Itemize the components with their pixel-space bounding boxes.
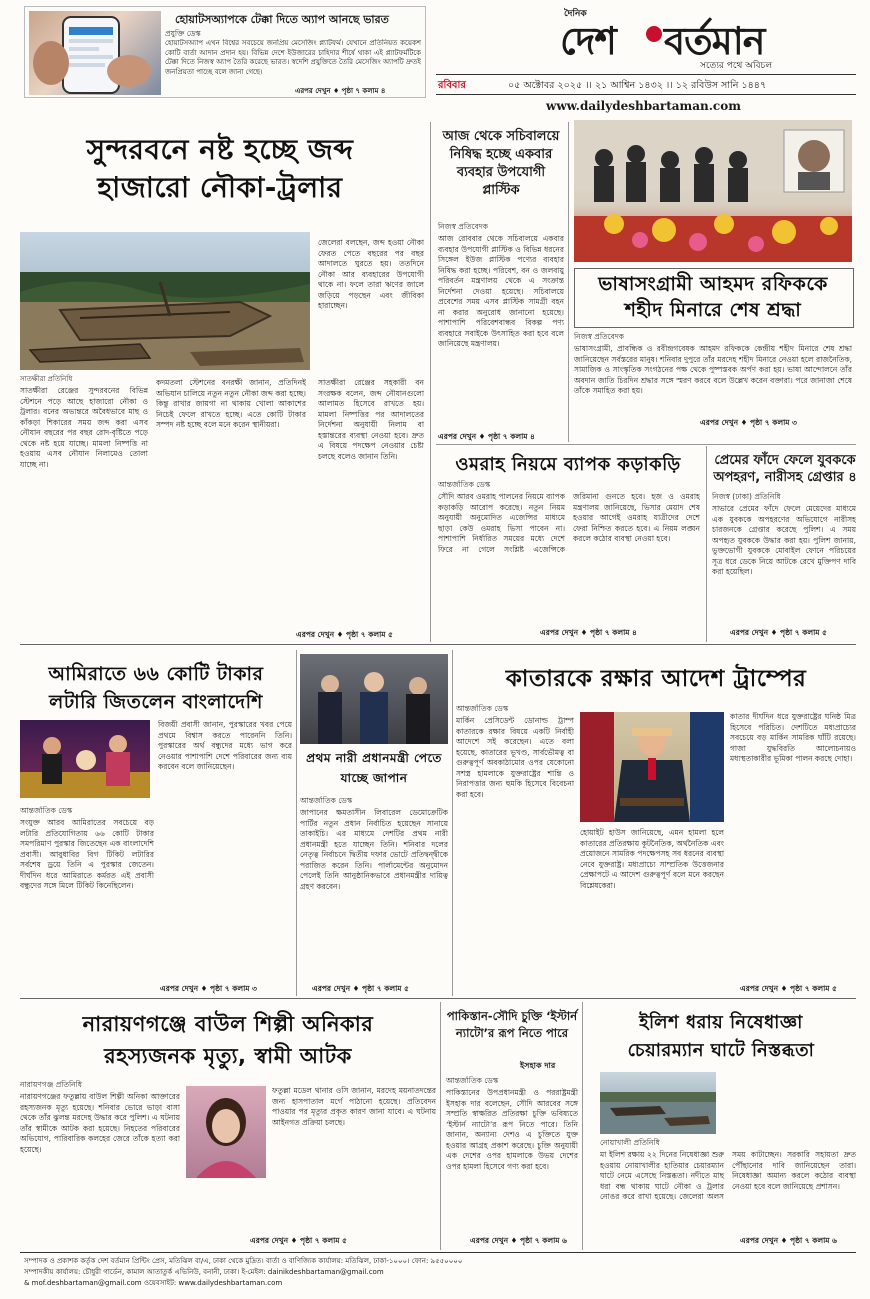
love-trap-headline[interactable]: প্রেমের ফাঁদে ফেলে যুবককে অপহরণ, নারীসহ গ্রেপ্তার ৪ [713,453,857,485]
plastic-headline[interactable]: আজ থেকে সচিবালয়ে নিষিদ্ধ হচ্ছে একবার ব্যবহার উপযোগী প্লাস্টিক [442,129,560,198]
masthead-name-left: দেশ [560,19,616,63]
hilsa-desk: নোয়াখালী প্রতিনিধি [600,1138,660,1147]
umrah-desk: আন্তর্জাতিক ডেস্ক [438,480,491,489]
pak-saudi-desk: আন্তর্জাতিক ডেস্ক [446,1076,499,1085]
love-trap-desk: নিজস্ব (ঢাকা) প্রতিনিধি [712,492,781,501]
sundarban-headline-2[interactable]: হাজারো নৌকা-ট্রলার [97,171,343,204]
japan-continue[interactable]: এরপর দেখুন ♦ পৃষ্ঠা ৭ কলাম ৫ [312,984,409,993]
shahid-minar-desk: নিজস্ব প্রতিবেদক [574,332,625,341]
sundarban-headline-1[interactable]: সুন্দরবনে নষ্ট হচ্ছে জব্দ [86,133,354,166]
love-trap-continue[interactable]: এরপর দেখুন ♦ পৃষ্ঠা ৭ কলাম ৫ [730,628,827,637]
hilsa-photo [600,1072,716,1134]
japan-headline[interactable]: প্রথম নারী প্রধানমন্ত্রী পেতে যাচ্ছে জাপান [306,751,442,785]
sundarban-body-3: জেলেরা বলছেন, জব্দ হওয়া নৌকা ফেরত পেতে বছরের পর বছর আদালতে ঘুরতে হয়। ততদিনে নৌকা আর ব্যবহারের উপযোগী থাকে না। ফলে তারা ঋণের জালে জড়িয়ে পড়ছেন এবং জীবিকা হারাচ্ছেন। [318,238,424,310]
plastic-continue[interactable]: এরপর দেখুন ♦ পৃষ্ঠা ৭ কলাম ৪ [438,432,535,441]
baul-headline-2[interactable]: রহস্যজনক মৃত্যু, স্বামী আটক [104,1044,352,1068]
sundarban-photo [20,232,310,370]
qatar-continue[interactable]: এরপর দেখুন ♦ পৃষ্ঠা ৭ কলাম ৫ [740,984,837,993]
pak-saudi-author: ইসহাক দার [520,1061,556,1070]
shahid-minar-photo [574,120,852,262]
hilsa-headline-1[interactable]: ইলিশ ধরায় নিষেধাজ্ঞা [639,1012,803,1033]
masthead [560,4,790,70]
sundarban-continue[interactable]: এরপর দেখুন ♦ পৃষ্ঠা ৭ কলাম ৫ [296,630,393,639]
masthead-motto: সত্যের পথে অবিচল [700,61,773,71]
qatar-headline[interactable]: কাতারকে রক্ষার আদেশ ট্রাম্পের [505,666,807,692]
plastic-desk: নিজস্ব প্রতিবেদক [438,222,489,231]
teaser-box [24,6,426,98]
teaser-desk: প্রযুক্তি ডেস্ক [165,29,201,38]
lottery-desk: আন্তর্জাতিক ডেস্ক [20,806,73,815]
masthead-name-right: বর্তমান [664,19,765,63]
love-trap-body: সাভারে প্রেমের ফাঁদে ফেলে মেয়েদের মাধ্যমে এক যুবককে অপহরণের অভিযোগে নারীসহ চারজনকে গ্রেপ্তার করেছে পুলিশ। এ সময় অপহৃত যুবককে উদ্ধার করা হয়। পুলিশ জানায়, ভুক্তভোগী যুবককে মোবাইল ফোনে পরিচয়ের সূত্র ধরে ডেকে নিয়ে আটকে রেখে মুক্তিপণ দাবি করা হয়েছিল। [712,504,856,576]
teaser-body: হোয়াটসঅ্যাপ এখন বিশ্বের সবচেয়ে জনপ্রিয় মেসেজিং প্ল্যাটফর্ম। যেখানে প্রতিনিয়ত কয়েকশ কোটি বার্তা আদান প্রদান হয়। বিভিন্ন দেশে ইউজারের চাহিদার শীর্ষে থাকা এই প্ল্যাটফর্মটিকে টেক্কা দিতে নিজস্ব অ্যাপ তৈরি করেছে ভারত। স্বদেশি প্রযুক্তিতে তৈরি মেসেজিং অ্যাপটি দ্রুতই জনপ্রিয়তা পাচ্ছে বলে জানা গেছে। [165,39,421,76]
sundarban-caption: সাতক্ষীরা প্রতিনিধি [20,375,73,383]
footer-imprint-3: & mof.deshbartaman@gmail.com ওয়েবসাইট: www.dailydeshbartaman.com [24,1279,283,1287]
shahid-minar-headline-2[interactable]: শহীদ মিনারে শেষ শ্রদ্ধা [624,299,802,321]
qatar-photo [580,712,724,822]
baul-photo [186,1086,266,1178]
lottery-body-1: সংযুক্ত আরব আমিরাতের সবচেয়ে বড় লটারি প্রতিযোগিতায় ৬৬ কোটি টাকার সমপরিমাণ পুরস্কার জিতেছেন এক বাংলাদেশি প্রবাসী। আবুধাবির বিগ টিকিট লটারির সর্বশেষ ড্রয়ে তিনি এ পুরস্কার জেতেন। দীর্ঘদিন ধরে আমিরাতে কর্মরত এই প্রবাসী বন্ধুদের সঙ্গে মিলে টিকিট কিনেছিলেন। [20,818,154,890]
footer-imprint-1: সম্পাদক ও প্রকাশক কর্তৃক দেশ বর্তমান প্রিন্টিং প্রেস, মতিঝিল বা/এ, ঢাকা থেকে মুদ্রিত। বার্তা ও বাণিজ্যিক কার্যালয়: মতিঝিল, ঢাকা-১০০০। ফোন: ৯৫৫০০০০ [24,1257,463,1265]
lottery-body-2: বিজয়ী প্রবাসী জানান, পুরস্কারের খবর পেয়ে প্রথমে বিশ্বাস করতে পারেননি তিনি। পুরস্কারের অর্থ বন্ধুদের মধ্যে ভাগ করে নেওয়ার পাশাপাশি দেশে পরিবারের জন্য ব্যয় করবেন বলে জানিয়েছেন। [158,720,292,771]
hilsa-body: মা ইলিশ রক্ষায় ২২ দিনের নিষেধাজ্ঞা শুরু হওয়ায় নোয়াখালীর হাতিয়ার চেয়ারম্যান ঘাটে নেমে এসেছে নিস্তব্ধতা। নদীতে মাছ ধরা বন্ধ থাকায় ঘাটে নৌকা ও ট্রলার নোঙর করে রাখা হয়েছে। জেলেরা অলস সময় কাটাচ্ছেন। সরকারি সহায়তা দ্রুত পৌঁছানোর দাবি জানিয়েছেন তারা। নিষেধাজ্ঞা অমান্য করলে কঠোর ব্যবস্থা নেওয়া হবে বলে জানিয়েছে প্রশাসন। [600,1150,856,1201]
masthead-prefix: দৈনিক [564,9,587,19]
sundarban-body-1: সাতক্ষীরা রেঞ্জের সুন্দরবনের বিভিন্ন স্টেশনে পড়ে আছে হাজারো নৌকা ও ট্রলার। বনের অভ্যন্তরে অবৈধভাবে মাছ ও কাঁকড়া শিকারের সময় জব্দ করা এসব নৌযান বছরের পর বছর রোদ-বৃষ্টিতে পড়ে থেকে নষ্ট হয়ে যাচ্ছে। মামলা নিষ্পত্তি না হওয়ায় এসব নৌযান নিলামেও তোলা যাচ্ছে না। [20,386,148,469]
shahid-minar-continue[interactable]: এরপর দেখুন ♦ পৃষ্ঠা ৭ কলাম ৩ [700,418,797,427]
lottery-headline-1[interactable]: আমিরাতে ৬৬ কোটি টাকার [48,663,264,685]
day-label: রবিবার [438,80,466,91]
sundarban-body-2: কদমতলা স্টেশনের বনরক্ষী জানান, প্রতিদিনই অভিযান চালিয়ে নতুন নতুন নৌকা জব্দ করা হচ্ছে। কিন্তু রাখার জায়গা না থাকায় খোলা আকাশের নিচেই ফেলে রাখতে হচ্ছে। এতে কোটি টাকার সম্পদ নষ্ট হচ্ছে বলে মনে করেন স্থানীয়রা। [156,378,306,429]
teaser-headline[interactable]: হোয়াটসঅ্যাপকে টেক্কা দিতে অ্যাপ আনছে ভারত [175,13,389,26]
baul-desk: নারায়ণগঞ্জ প্রতিনিধি [20,1080,82,1089]
dateline: ০৫ অক্টোবর ২০২৫ ।। ২১ আশ্বিন ১৪৩২ ।। ১২ রবিউস সানি ১৪৪৭ [508,80,767,91]
qatar-body-1: মার্কিন প্রেসিডেন্ট ডোনাল্ড ট্রাম্প কাতারকে রক্ষার বিষয়ে একটি নির্বাহী আদেশে সই করেছেন। এতে বলা হয়েছে, কাতারের ভূখণ্ড, সার্বভৌমত্ব বা গুরুত্বপূর্ণ অবকাঠামোর ওপর যেকোনো সশস্ত্র হামলাকে যুক্তরাষ্ট্রের শান্তি ও নিরাপত্তার জন্য হুমকি হিসেবে বিবেচনা করা হবে। [456,716,574,799]
pak-saudi-body: পাকিস্তানের উপপ্রধানমন্ত্রী ও পররাষ্ট্রমন্ত্রী ইসহাক দার বলেছেন, সৌদি আরবের সঙ্গে সম্প্রতি স্বাক্ষরিত প্রতিরক্ষা চুক্তি ভবিষ্যতে ‘ইস্টার্ন ন্যাটো’র রূপ নিতে পারে। তিনি জানান, অন্যান্য দেশও এ চুক্তিতে যুক্ত হওয়ার আগ্রহ প্রকাশ করেছে। চুক্তি অনুযায়ী এক দেশের ওপর হামলাকে উভয় দেশের ওপর হামলা হিসেবে গণ্য করা হবে। [446,1088,578,1171]
umrah-body: সৌদি আরব ওমরাহ পালনের নিয়মে ব্যাপক কড়াকড়ি আরোপ করেছে। নতুন নিয়ম অনুযায়ী অনুমোদিত এজেন্সির মাধ্যমে ছাড়া কেউ ওমরাহ ভিসা পাবেন না। পাশাপাশি নির্ধারিত সময়ের মধ্যে দেশে ফিরে না গেলে সংশ্লিষ্ট এজেন্সিকে জরিমানা গুনতে হবে। হজ ও ওমরাহ মন্ত্রণালয় জানিয়েছে, ভিসার মেয়াদ শেষ হওয়ার আগেই ওমরাহ যাত্রীদের দেশে ফেরা নিশ্চিত করতে হবে। এ নিয়ম লঙ্ঘন করলে কঠোর ব্যবস্থা নেওয়া হবে। [438,492,700,554]
website[interactable]: www.dailydeshbartaman.com [546,99,741,113]
shahid-minar-headline-1[interactable]: ভাষাসংগ্রামী আহমদ রফিককে [598,273,828,295]
lottery-headline-2[interactable]: লটারি জিতলেন বাংলাদেশি [49,691,263,713]
shahid-minar-body: ভাষাসংগ্রামী, প্রাবন্ধিক ও রবীন্দ্রগবেষক আহমদ রফিককে কেন্দ্রীয় শহীদ মিনারে শেষ শ্রদ্ধা জানিয়েছেন সর্বস্তরের মানুষ। শনিবার দুপুরে তাঁর মরদেহ শহীদ মিনারে নেওয়া হলে রাজনৈতিক, সামাজিক ও সাংস্কৃতিক সংগঠনের পক্ষ থেকে পুষ্পস্তবক অর্পণ করা হয়। ভাষা আন্দোলনে তাঁর অবদান জাতি চিরদিন শ্রদ্ধার সঙ্গে স্মরণ করবে বলে উল্লেখ করেন বক্তারা। পরে জানাজা শেষে তাঁকে সমাহিত করা হয়। [574,344,852,395]
plastic-body: আজ রোববার থেকে সচিবালয়ে একবার ব্যবহার উপযোগী প্লাস্টিক ও বিভিন্ন ধরনের সিঙ্গেল ইউজ প্লাস্টিক পণ্যের ব্যবহার নিষিদ্ধ করা হচ্ছে। পরিবেশ, বন ও জলবায়ু পরিবর্তন মন্ত্রণালয় থেকে এ সংক্রান্ত নির্দেশনা দেওয়া হয়েছে। সচিবালয়ে প্রবেশের সময় এসব প্লাস্টিক সামগ্রী বহন না করার অনুরোধ জানানো হয়েছে। পাশাপাশি পরিবেশবান্ধব বিকল্প পণ্য ব্যবহারে সবাইকে উৎসাহিত করা হবে বলে জানিয়েছে মন্ত্রণালয়। [438,234,564,348]
japan-desk: আন্তর্জাতিক ডেস্ক [300,796,353,805]
sundarban-body-4: সাতক্ষীরা রেঞ্জের সহকারী বন সংরক্ষক বলেন, জব্দ নৌযানগুলো আলামত হিসেবে রাখতে হয়। মামলা নিষ্পত্তির পর আদালতের নির্দেশনা অনুযায়ী নিলাম বা হস্তান্তরের ব্যবস্থা নেওয়া হবে। দ্রুত এ বিষয়ে পদক্ষেপ নেওয়ার চেষ্টা চলছে বলেও জানান তিনি। [318,378,424,461]
umrah-headline[interactable]: ওমরাহ নিয়মে ব্যাপক কড়াকড়ি [455,454,681,475]
baul-body-2: ফতুল্লা মডেল থানার ওসি জানান, মরদেহ ময়নাতদন্তের জন্য হাসপাতাল মর্গে পাঠানো হয়েছে। প্রতিবেদন পাওয়ার পর মৃত্যুর প্রকৃত কারণ জানা যাবে। এ ঘটনায় আইনগত প্রক্রিয়া চলছে। [272,1086,436,1127]
footer-imprint-2: সম্পাদকীয় কার্যালয়: চৌধুরী গার্ডেন, কামাল আতাতুর্ক এভিনিউ, বনানী, ঢাকা। ই-মেইল: dainikdeshbartaman@gmail.com [24,1268,384,1276]
baul-headline-1[interactable]: নারায়ণগঞ্জে বাউল শিল্পী অনিকার [82,1012,374,1036]
hilsa-headline-2[interactable]: চেয়ারম্যান ঘাটে নিস্তব্ধতা [627,1040,815,1061]
hilsa-continue[interactable]: এরপর দেখুন ♦ পৃষ্ঠা ৭ কলাম ৬ [740,1236,837,1245]
umrah-continue[interactable]: এরপর দেখুন ♦ পৃষ্ঠা ৭ কলাম ৪ [540,628,637,637]
baul-continue[interactable]: এরপর দেখুন ♦ পৃষ্ঠা ৭ কলাম ৫ [250,1236,347,1245]
teaser-continue[interactable]: এরপর দেখুন ♦ পৃষ্ঠা ৭ কলাম ৪ [295,86,386,95]
qatar-desk: আন্তর্জাতিক ডেস্ক [456,704,509,713]
phone-photo [29,11,161,95]
baul-body-1: নারায়ণগঞ্জের ফতুল্লায় বাউল শিল্পী অনিকা আক্তারের রহস্যজনক মৃত্যু হয়েছে। শনিবার ভোরে ভাড়া বাসা থেকে তাঁর ঝুলন্ত মরদেহ উদ্ধার করে পুলিশ। এ ঘটনায় তাঁর স্বামীকে আটক করা হয়েছে। নিহতের পরিবারের অভিযোগ, পারিবারিক কলহের জেরে তাঁকে হত্যা করা হয়েছে। [20,1092,180,1154]
lottery-photo [20,720,150,798]
qatar-body-3: কাতার দীর্ঘদিন ধরে যুক্তরাষ্ট্রের ঘনিষ্ঠ মিত্র হিসেবে পরিচিত। দেশটিতে মধ্যপ্রাচ্যের সবচেয়ে বড় মার্কিন সামরিক ঘাঁটি রয়েছে। গাজা যুদ্ধবিরতি আলোচনায়ও মধ্যস্থতাকারীর ভূমিকা পালন করছে দোহা। [730,712,856,763]
qatar-body-2: হোয়াইট হাউস জানিয়েছে, এমন হামলা হলে কাতারের প্রতিরক্ষায় কূটনৈতিক, অর্থনৈতিক এবং প্রয়োজনে সামরিক পদক্ষেপসহ সব ধরনের ব্যবস্থা নেবে যুক্তরাষ্ট্র। মধ্যপ্রাচ্যে সাম্প্রতিক উত্তেজনার প্রেক্ষাপটে এ আদেশ গুরুত্বপূর্ণ বলে মনে করছেন বিশ্লেষকেরা। [580,828,724,890]
pak-saudi-headline[interactable]: পাকিস্তান-সৌদি চুক্তি ‘ইস্টার্ন ন্যাটো’র রূপ নিতে পারে [446,1009,578,1040]
pak-saudi-continue[interactable]: এরপর দেখুন ♦ পৃষ্ঠা ৭ কলাম ৬ [470,1236,567,1245]
japan-body: জাপানের ক্ষমতাসীন লিবারেল ডেমোক্রেটিক পার্টির নতুন প্রধান নির্বাচিত হয়েছেন সানায়ে তাকাইচি। এর মাধ্যমে দেশটির প্রথম নারী প্রধানমন্ত্রী হতে যাচ্ছেন তিনি। শনিবার দলের নেতৃত্ব নির্বাচনে দ্বিতীয় দফার ভোটে প্রতিদ্বন্দ্বীকে পরাজিত করেন তিনি। পার্লামেন্টের অনুমোদন পেলেই তিনি আনুষ্ঠানিকভাবে প্রধানমন্ত্রীর দায়িত্ব গ্রহণ করবেন। [300,808,448,891]
japan-photo [300,654,448,744]
masthead-logo-icon [646,26,662,42]
lottery-continue[interactable]: এরপর দেখুন ♦ পৃষ্ঠা ৭ কলাম ৩ [160,984,257,993]
